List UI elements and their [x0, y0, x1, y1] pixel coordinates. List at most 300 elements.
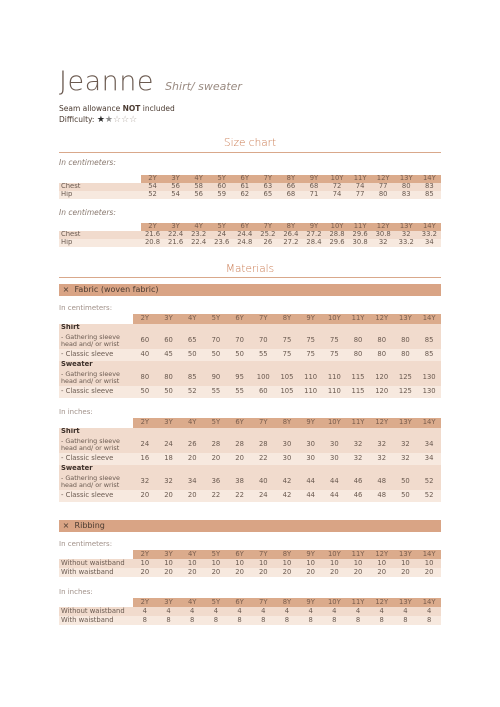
value-cell: 8: [275, 616, 299, 625]
size-header-cell: 6Y: [233, 223, 256, 231]
size-chart-title: Size chart: [223, 137, 277, 149]
value-cell: 68: [279, 191, 302, 199]
value-cell: 10: [251, 559, 275, 568]
header-blank-cell: [59, 314, 133, 324]
size-header-cell: 7Y: [256, 223, 279, 231]
value-cell: 21.6: [141, 231, 164, 239]
value-cell: 20: [299, 568, 323, 577]
size-header-cell: 9Y: [299, 418, 323, 428]
value-cell: 10: [133, 559, 157, 568]
size-header-cell: 3Y: [157, 598, 181, 607]
size-header-cell: 7Y: [251, 550, 275, 559]
size-chart-divider: [59, 152, 441, 153]
value-cell: 59: [210, 191, 233, 199]
value-cell: 120: [370, 369, 394, 386]
size-header-cell: 14Y: [417, 550, 441, 559]
value-cell: 4: [180, 607, 204, 616]
value-cell: 48: [370, 490, 394, 502]
value-cell: 10: [180, 559, 204, 568]
value-cell: 36: [204, 473, 228, 490]
value-cell: 50: [180, 349, 204, 361]
value-cell: 4: [394, 607, 418, 616]
value-cell: 54: [141, 183, 164, 191]
row-label: - Gathering sleeve head and/ or wrist: [59, 369, 133, 386]
value-cell: 4: [228, 607, 252, 616]
value-cell: 75: [323, 332, 347, 349]
value-cell: 22: [204, 490, 228, 502]
value-cell: 23.6: [210, 239, 233, 247]
row-label: Hip: [59, 191, 141, 199]
table-row: [59, 559, 441, 568]
value-cell: 60: [251, 386, 275, 398]
size-header-cell: 14Y: [417, 418, 441, 428]
size-header-row: [59, 550, 441, 559]
value-cell: 24: [251, 490, 275, 502]
value-cell: 77: [349, 191, 372, 199]
row-label: - Gathering sleeve head and/ or wrist: [59, 332, 133, 349]
table-row: [59, 436, 441, 453]
size-header-cell: 14Y: [418, 223, 441, 231]
value-cell: 8: [180, 616, 204, 625]
value-cell: 80: [395, 183, 418, 191]
table-row: [59, 191, 441, 199]
fabric-bar: [59, 284, 441, 296]
value-cell: 130: [417, 369, 441, 386]
size-header-cell: 12Y: [370, 418, 394, 428]
star-icon: ☆: [129, 115, 138, 125]
table-row: [59, 607, 441, 616]
value-cell: 62: [233, 191, 256, 199]
value-cell: 44: [323, 490, 347, 502]
value-cell: 8: [157, 616, 181, 625]
row-label: Chest: [59, 183, 141, 191]
value-cell: 26.4: [279, 231, 302, 239]
row-label: - Gathering sleeve head and/ or wrist: [59, 473, 133, 490]
value-cell: 42: [275, 490, 299, 502]
value-cell: 56: [164, 183, 187, 191]
size-header-cell: 11Y: [349, 223, 372, 231]
value-cell: 74: [326, 191, 349, 199]
value-cell: 125: [394, 369, 418, 386]
value-cell: 32: [372, 239, 395, 247]
fabric-marker-icon: ×: [62, 285, 70, 294]
value-cell: 21.6: [164, 239, 187, 247]
pattern-title: Jeanne: [59, 66, 154, 97]
value-cell: 20: [133, 490, 157, 502]
value-cell: 20: [228, 568, 252, 577]
materials-title: Materials: [225, 263, 275, 275]
value-cell: 105: [275, 369, 299, 386]
size-header-cell: 13Y: [394, 550, 418, 559]
size-header-cell: 14Y: [417, 598, 441, 607]
value-cell: 50: [204, 349, 228, 361]
table-row: [59, 616, 441, 625]
size-header-cell: 4Y: [187, 223, 210, 231]
value-cell: 4: [204, 607, 228, 616]
table-row: [59, 332, 441, 349]
size-header-cell: 6Y: [228, 314, 252, 324]
size-header-cell: 2Y: [133, 314, 157, 324]
value-cell: 8: [346, 616, 370, 625]
group-label: Shirt: [59, 324, 441, 332]
row-label: Chest: [59, 231, 141, 239]
value-cell: 29.6: [326, 239, 349, 247]
row-label: With waistband: [59, 616, 133, 625]
value-cell: 38: [228, 473, 252, 490]
value-cell: 65: [256, 191, 279, 199]
value-cell: 10: [323, 559, 347, 568]
value-cell: 10: [417, 559, 441, 568]
ribbing-in-unit: In inches:: [59, 588, 93, 596]
row-label: - Gathering sleeve head and/ or wrist: [59, 436, 133, 453]
difficulty-stars: [97, 115, 137, 125]
value-cell: 32: [394, 436, 418, 453]
size-header-cell: 9Y: [302, 175, 325, 183]
size-header-cell: 10Y: [323, 550, 347, 559]
value-cell: 75: [299, 349, 323, 361]
row-label: Hip: [59, 239, 141, 247]
pattern-subtitle: Shirt/ sweater: [165, 80, 242, 93]
value-cell: 28: [251, 436, 275, 453]
size-table-2: [59, 223, 441, 247]
value-cell: 72: [326, 183, 349, 191]
size-header-cell: 10Y: [326, 223, 349, 231]
value-cell: 32: [157, 473, 181, 490]
size-header-cell: 4Y: [180, 314, 204, 324]
value-cell: 8: [417, 616, 441, 625]
value-cell: 75: [299, 332, 323, 349]
value-cell: 48: [370, 473, 394, 490]
value-cell: 85: [417, 349, 441, 361]
value-cell: 32: [370, 453, 394, 465]
value-cell: 20: [180, 490, 204, 502]
difficulty-rating: [59, 115, 137, 125]
value-cell: 85: [418, 191, 441, 199]
value-cell: 30: [299, 436, 323, 453]
table-row: [59, 490, 441, 502]
value-cell: 10: [157, 559, 181, 568]
size-header-cell: 7Y: [251, 314, 275, 324]
size-table-1: [59, 175, 441, 199]
value-cell: 100: [251, 369, 275, 386]
value-cell: 52: [141, 191, 164, 199]
value-cell: 28: [204, 436, 228, 453]
value-cell: 20: [180, 453, 204, 465]
value-cell: 10: [346, 559, 370, 568]
value-cell: 4: [299, 607, 323, 616]
value-cell: 61: [233, 183, 256, 191]
value-cell: 32: [133, 473, 157, 490]
group-label: Shirt: [59, 428, 441, 436]
value-cell: 32: [370, 436, 394, 453]
size-header-cell: 4Y: [180, 418, 204, 428]
value-cell: 4: [157, 607, 181, 616]
value-cell: 90: [204, 369, 228, 386]
value-cell: 4: [275, 607, 299, 616]
header-blank-cell: [59, 175, 141, 183]
value-cell: 60: [133, 332, 157, 349]
value-cell: 85: [180, 369, 204, 386]
size-header-cell: 8Y: [275, 418, 299, 428]
value-cell: 34: [180, 473, 204, 490]
header-blank-cell: [59, 598, 133, 607]
value-cell: 120: [370, 386, 394, 398]
size-header-cell: 4Y: [180, 550, 204, 559]
value-cell: 20: [157, 568, 181, 577]
value-cell: 28.4: [302, 239, 325, 247]
value-cell: 30.8: [349, 239, 372, 247]
fabric-in-table: [59, 418, 441, 502]
size-header-cell: 10Y: [323, 418, 347, 428]
value-cell: 20.8: [141, 239, 164, 247]
size-header-cell: 10Y: [323, 314, 347, 324]
value-cell: 71: [302, 191, 325, 199]
value-cell: 44: [323, 473, 347, 490]
value-cell: 55: [228, 386, 252, 398]
value-cell: 20: [370, 568, 394, 577]
size-header-cell: 4Y: [180, 598, 204, 607]
ribbing-cm-unit: In centimeters:: [59, 540, 113, 548]
size-header-cell: 6Y: [228, 418, 252, 428]
value-cell: 20: [228, 453, 252, 465]
value-cell: 22: [228, 490, 252, 502]
value-cell: 68: [302, 183, 325, 191]
size-header-cell: 5Y: [210, 223, 233, 231]
value-cell: 65: [180, 332, 204, 349]
value-cell: 54: [164, 191, 187, 199]
table-row: [59, 453, 441, 465]
size-header-cell: 12Y: [372, 223, 395, 231]
value-cell: 30: [299, 453, 323, 465]
value-cell: 8: [228, 616, 252, 625]
seam-allowance-note: [59, 104, 175, 113]
size-header-row: [59, 598, 441, 607]
row-label: With waistband: [59, 568, 133, 577]
size-header-row: [59, 223, 441, 231]
size-header-cell: 3Y: [157, 550, 181, 559]
star-icon: ☆: [112, 115, 122, 125]
value-cell: 66: [279, 183, 302, 191]
size-header-cell: 3Y: [164, 223, 187, 231]
size-header-cell: 14Y: [418, 175, 441, 183]
group-row: [59, 361, 441, 369]
row-label: Without waistband: [59, 559, 133, 568]
fabric-in-unit: In inches:: [59, 408, 93, 416]
row-label: - Classic sleeve: [59, 490, 133, 502]
value-cell: 105: [275, 386, 299, 398]
value-cell: 20: [204, 453, 228, 465]
value-cell: 26: [180, 436, 204, 453]
value-cell: 20: [417, 568, 441, 577]
star-icon: ★: [104, 115, 113, 125]
value-cell: 32: [346, 436, 370, 453]
value-cell: 56: [187, 191, 210, 199]
header-blank-cell: [59, 550, 133, 559]
value-cell: 22.4: [164, 231, 187, 239]
row-label: - Classic sleeve: [59, 453, 133, 465]
size-header-cell: 2Y: [133, 598, 157, 607]
value-cell: 70: [251, 332, 275, 349]
value-cell: 70: [204, 332, 228, 349]
value-cell: 8: [323, 616, 347, 625]
value-cell: 115: [346, 386, 370, 398]
value-cell: 80: [133, 369, 157, 386]
size-header-cell: 8Y: [279, 223, 302, 231]
size-header-cell: 6Y: [228, 598, 252, 607]
value-cell: 8: [394, 616, 418, 625]
value-cell: 27.2: [302, 231, 325, 239]
size-header-cell: 12Y: [370, 550, 394, 559]
value-cell: 75: [275, 332, 299, 349]
value-cell: 34: [417, 453, 441, 465]
value-cell: 30: [275, 453, 299, 465]
value-cell: 46: [346, 473, 370, 490]
value-cell: 60: [210, 183, 233, 191]
size-header-cell: 8Y: [275, 314, 299, 324]
size-table1-unit: In centimeters:: [59, 158, 116, 167]
value-cell: 63: [256, 183, 279, 191]
value-cell: 80: [394, 349, 418, 361]
size-header-cell: 7Y: [251, 598, 275, 607]
group-label: Sweater: [59, 361, 441, 369]
value-cell: 8: [204, 616, 228, 625]
value-cell: 55: [204, 386, 228, 398]
value-cell: 4: [251, 607, 275, 616]
fabric-cm-table: [59, 314, 441, 398]
value-cell: 10: [228, 559, 252, 568]
size-header-cell: 9Y: [299, 314, 323, 324]
value-cell: 30.8: [372, 231, 395, 239]
value-cell: 44: [299, 490, 323, 502]
value-cell: 23.2: [187, 231, 210, 239]
size-header-cell: 7Y: [251, 418, 275, 428]
value-cell: 20: [157, 490, 181, 502]
row-label: - Classic sleeve: [59, 349, 133, 361]
value-cell: 24: [133, 436, 157, 453]
size-table2-unit: In centimeters:: [59, 208, 116, 217]
value-cell: 50: [228, 349, 252, 361]
value-cell: 110: [299, 369, 323, 386]
table-row: [59, 349, 441, 361]
header-blank-cell: [59, 418, 133, 428]
size-header-cell: 13Y: [394, 598, 418, 607]
value-cell: 80: [346, 349, 370, 361]
star-icon: ☆: [121, 115, 130, 125]
value-cell: 4: [370, 607, 394, 616]
value-cell: 20: [251, 568, 275, 577]
size-header-cell: 12Y: [370, 314, 394, 324]
value-cell: 4: [417, 607, 441, 616]
title-row: [59, 66, 242, 97]
value-cell: 52: [417, 473, 441, 490]
size-header-cell: 3Y: [157, 418, 181, 428]
size-header-cell: 3Y: [157, 314, 181, 324]
value-cell: 8: [251, 616, 275, 625]
value-cell: 25.2: [256, 231, 279, 239]
value-cell: 8: [370, 616, 394, 625]
materials-divider: [59, 277, 441, 278]
value-cell: 27.2: [279, 239, 302, 247]
size-header-cell: 14Y: [417, 314, 441, 324]
size-header-cell: 5Y: [204, 550, 228, 559]
value-cell: 22.4: [187, 239, 210, 247]
value-cell: 32: [395, 231, 418, 239]
size-header-cell: 11Y: [346, 550, 370, 559]
value-cell: 80: [370, 349, 394, 361]
size-header-cell: 13Y: [395, 223, 418, 231]
value-cell: 34: [417, 436, 441, 453]
value-cell: 4: [323, 607, 347, 616]
size-header-cell: 11Y: [346, 418, 370, 428]
value-cell: 24.4: [233, 231, 256, 239]
value-cell: 110: [323, 369, 347, 386]
value-cell: 80: [157, 369, 181, 386]
value-cell: 80: [346, 332, 370, 349]
value-cell: 44: [299, 473, 323, 490]
table-row: [59, 239, 441, 247]
value-cell: 22: [251, 453, 275, 465]
value-cell: 28.8: [326, 231, 349, 239]
value-cell: 58: [187, 183, 210, 191]
size-header-cell: 5Y: [210, 175, 233, 183]
value-cell: 10: [204, 559, 228, 568]
header-blank-cell: [59, 223, 141, 231]
group-row: [59, 428, 441, 436]
group-label: Sweater: [59, 465, 441, 473]
table-row: [59, 231, 441, 239]
value-cell: 33.2: [418, 231, 441, 239]
size-header-row: [59, 314, 441, 324]
size-header-cell: 2Y: [133, 550, 157, 559]
value-cell: 4: [346, 607, 370, 616]
value-cell: 20: [394, 568, 418, 577]
size-header-cell: 9Y: [302, 223, 325, 231]
value-cell: 80: [394, 332, 418, 349]
value-cell: 75: [275, 349, 299, 361]
value-cell: 50: [394, 473, 418, 490]
value-cell: 10: [299, 559, 323, 568]
value-cell: 24: [157, 436, 181, 453]
table-row: [59, 183, 441, 191]
ribbing-bar-label: Ribbing: [74, 521, 105, 530]
value-cell: 50: [394, 490, 418, 502]
table-row: [59, 386, 441, 398]
value-cell: 50: [157, 386, 181, 398]
value-cell: 4: [133, 607, 157, 616]
size-header-cell: 13Y: [395, 175, 418, 183]
value-cell: 20: [204, 568, 228, 577]
size-header-row: [59, 175, 441, 183]
value-cell: 24: [210, 231, 233, 239]
value-cell: 20: [180, 568, 204, 577]
ribbing-bar: [59, 520, 441, 532]
size-header-cell: 5Y: [204, 418, 228, 428]
value-cell: 10: [370, 559, 394, 568]
value-cell: 40: [251, 473, 275, 490]
size-header-cell: 9Y: [299, 550, 323, 559]
ribbing-cm-table: [59, 550, 441, 577]
seam-suffix: included: [140, 104, 175, 113]
value-cell: 130: [417, 386, 441, 398]
value-cell: 115: [346, 369, 370, 386]
value-cell: 29.6: [349, 231, 372, 239]
value-cell: 24.8: [233, 239, 256, 247]
star-icon: ★: [96, 115, 105, 125]
fabric-bar-label: Fabric (woven fabric): [74, 285, 159, 294]
table-row: [59, 473, 441, 490]
size-header-cell: 11Y: [346, 314, 370, 324]
size-header-cell: 12Y: [370, 598, 394, 607]
